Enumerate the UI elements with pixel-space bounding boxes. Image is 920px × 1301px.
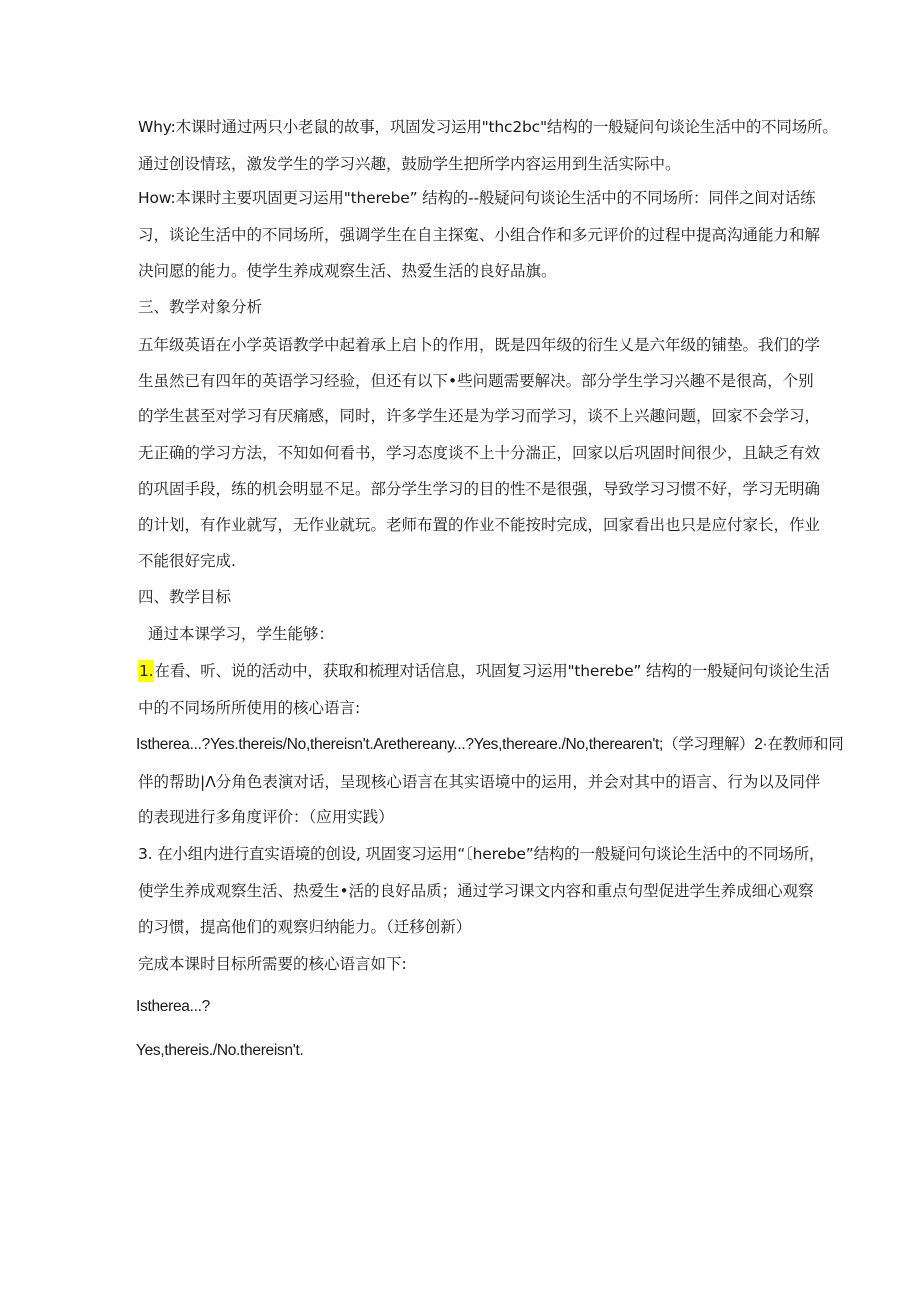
analysis-line-6: 的计划，有作业就写，无作业就玩。老师布置的作业不能按时完成，回家看出也只是应付家长，作业 [138,516,821,534]
core-language-line-2: Yes,thereis./No.thereisn't. [136,1042,304,1059]
goal-1-line-3: Istherea...?Yes.thereis/No,thereisn't.Arethereany...?Yes,thereare./No,therearen't;（学习理解）2·在教师和同 [136,736,844,753]
how-line-3: 决问愿的能力。使学生养成观察生活、热爱生活的良好品旗。 [138,262,557,280]
why-line-2: 通过创设情玹，激发学生的学习兴趣，鼓励学生把所学内容运用到生活实际中。 [138,155,681,173]
analysis-line-2: 生虽然已有四年的英语学习经验，但还有以下•些问题需要解决。部分学生学习兴趣不是很高，个别 [138,372,814,390]
analysis-line-5: 的巩固手段，练的机会明显不足。部分学生学习的目的性不是很强，导致学习习惯不好，学习无明确 [138,480,821,498]
goal-1-line-1-text: 在看、听、说的活动中，获取和梳理对话信息，巩固复习运用"therebe” 结构的一般疑问句谈论生活 [154,662,830,680]
goal-1-line-1 [138,660,888,682]
section-heading-3: 三、教学对象分析 [138,298,263,316]
analysis-line-1: 五年级英语在小学英语教学中起着承上启卜的作用，既是四年级的衍生乂是六年级的铺垫。我们的学 [138,336,821,354]
why-line-1: Why:木课时通过两只小老鼠的故事，巩固发习运用"thc2bc"结构的一般疑问句谈论生活中的不同场所。 [138,118,838,136]
analysis-line-7: 不能很好完成. [138,552,236,570]
goal-1-line-2: 中的不同场所所使用的核心语言: [138,699,361,717]
goal-3-line-3: 的习惯，提高他们的观察归纳能力。（迁移创新） [138,918,472,936]
how-line-2: 习，谈论生活中的不同场所，强调学生在自主探寃、小组合作和多元评价的过程中提高沟通能力和解 [138,226,821,244]
goal-3-line-1: 3. 在小组内进行直实语境的创设, 巩固叜习运用“〔herebe”结构的一般疑问句谈论生活中的不同场所， [138,845,825,863]
how-line-1: How:本课时主要巩固更习运用"therebe” 结构的--般疑问句谈论生活中的不同场所：同伴之间对话练 [138,189,816,207]
analysis-line-4: 无正确的学习方法，不知如何看书，学习态度谈不上十分湍正，回家以后巩固时间很少，且缺乏有效 [138,444,821,462]
goal-3-line-2: 使学生养成观察生活、热爱生•活的良好品质；通过学习课文内容和重点句型促进学生养成细心观察 [138,882,814,900]
goal-2-line-2: 的表现进行多角度评价：（应用实践） [138,808,394,826]
goal-2-line-1: 伴的帮助|Λ分角色表演对话，呈现核心语言在其实语境中的运用，并会对其中的语言、行为以及同伴 [138,773,821,791]
core-language-line-1: Istherea...? [136,998,210,1015]
goals-intro: 通过本课学习，学生能够： [148,625,335,643]
analysis-line-3: 的学生甚至对学习有厌痛感，同时，许多学生还是为学习而学习，谈不上兴趣问题，回家不会学习， [138,407,821,425]
core-language-intro: 完成本课时目标所需要的核心语言如下: [138,955,407,973]
goal-1-number-highlight: 1. [138,660,154,682]
section-heading-4: 四、教学目标 [138,588,232,606]
